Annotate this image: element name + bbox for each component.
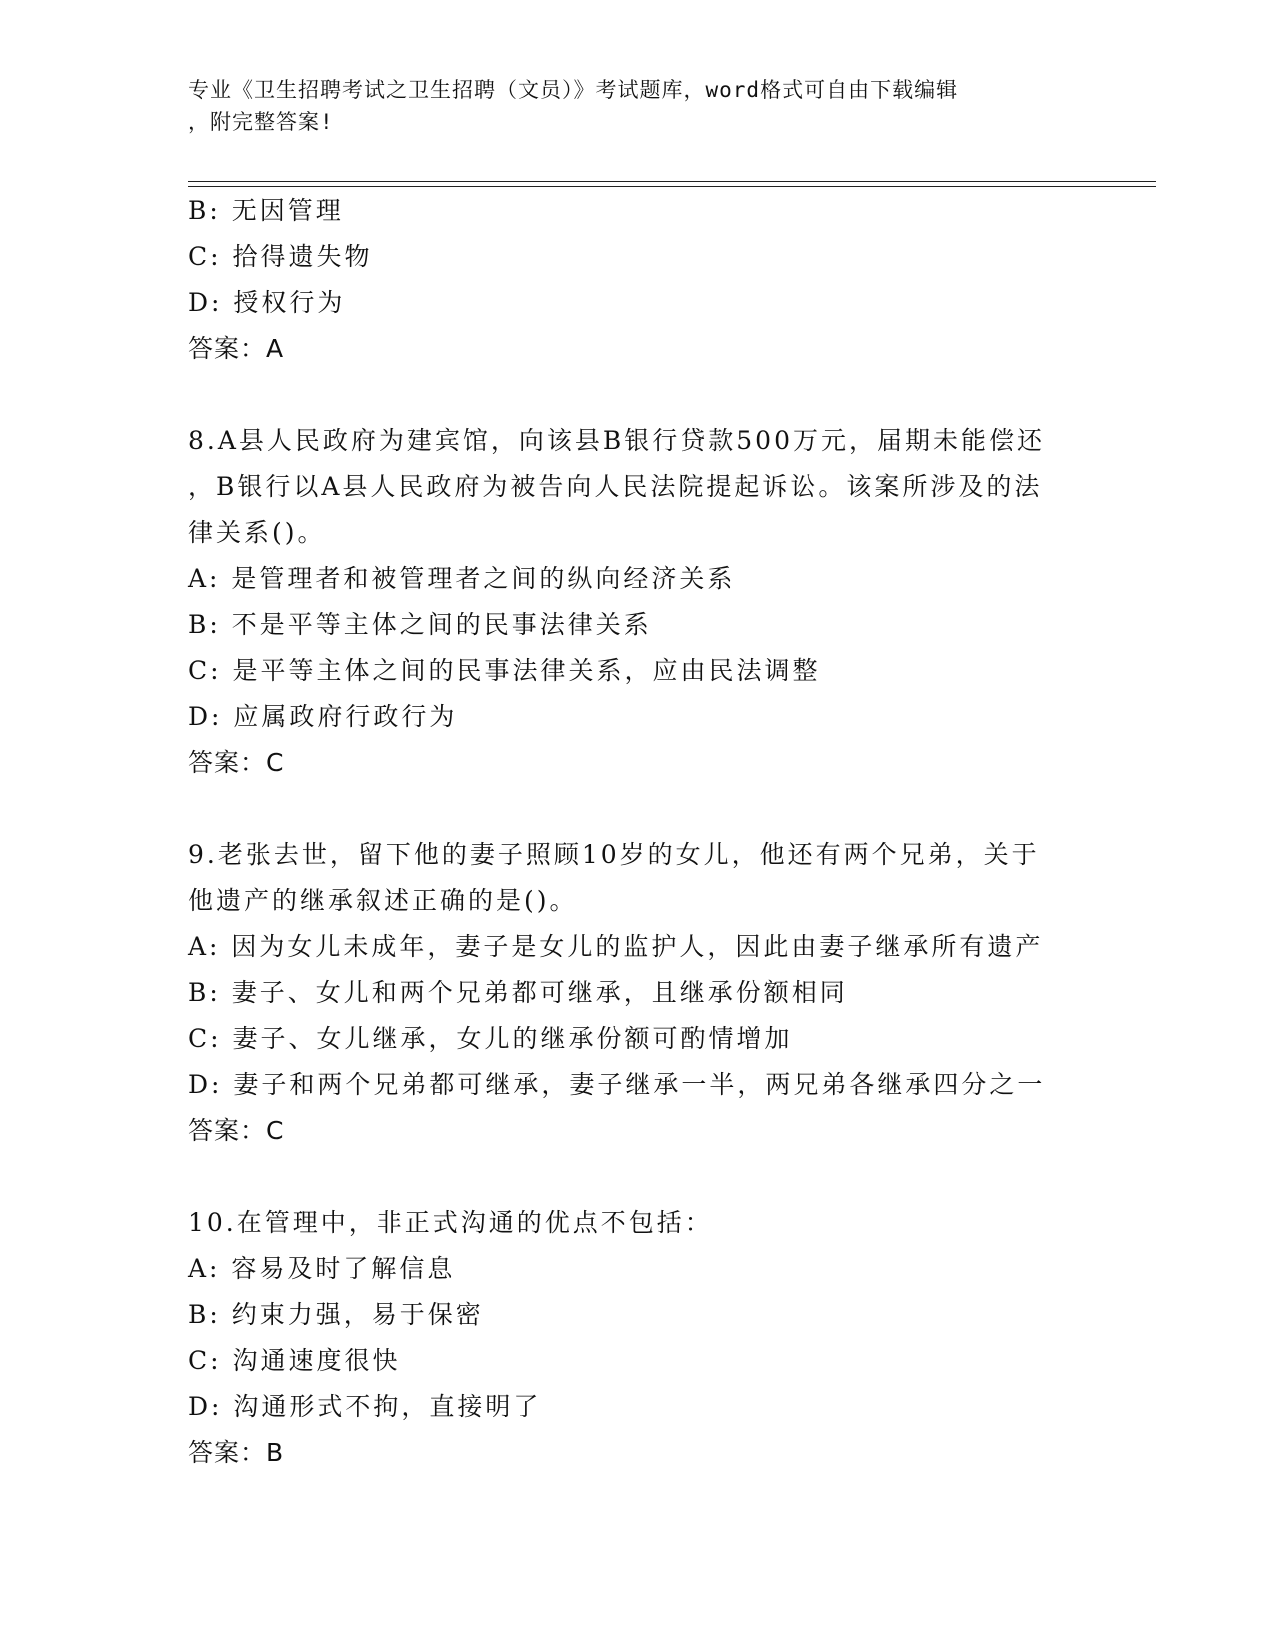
option-d: D: 沟通形式不拘，直接明了 bbox=[188, 1392, 542, 1421]
option-c: C: 是平等主体之间的民事法律关系，应由民法调整 bbox=[188, 656, 821, 685]
spacer bbox=[188, 372, 1088, 418]
header-line-2: ，附完整答案! bbox=[188, 110, 334, 134]
spacer bbox=[188, 1154, 1088, 1200]
answer: 答案：C bbox=[188, 1116, 285, 1145]
question-text: 10.在管理中，非正式沟通的优点不包括： bbox=[188, 1208, 713, 1237]
option-b: B: 不是平等主体之间的民事法律关系 bbox=[188, 610, 652, 639]
option-c: C: 沟通速度很快 bbox=[188, 1346, 401, 1375]
option-a: A: 容易及时了解信息 bbox=[188, 1254, 456, 1283]
header-rule bbox=[188, 181, 1156, 182]
answer: 答案：C bbox=[188, 748, 285, 777]
option-d: D: 应属政府行政行为 bbox=[188, 702, 458, 731]
option-c: C: 拾得遗失物 bbox=[188, 242, 373, 271]
option-c: C: 妻子、女儿继承，女儿的继承份额可酌情增加 bbox=[188, 1024, 793, 1053]
document-header bbox=[188, 74, 1068, 138]
question-10 bbox=[188, 1200, 1088, 1476]
answer: 答案：B bbox=[188, 1438, 285, 1467]
question-text: 他遗产的继承叙述正确的是()。 bbox=[188, 886, 578, 915]
header-rule bbox=[188, 186, 1156, 187]
question-text: 9.老张去世，留下他的妻子照顾10岁的女儿，他还有两个兄弟，关于 bbox=[188, 840, 1040, 869]
option-a: A: 因为女儿未成年，妻子是女儿的监护人，因此由妻子继承所有遗产 bbox=[188, 932, 1044, 961]
question-text: ，B银行以A县人民政府为被告向人民法院提起诉讼。该案所涉及的法 bbox=[188, 472, 1043, 501]
question-text: 律关系()。 bbox=[188, 518, 326, 547]
spacer bbox=[188, 786, 1088, 832]
header-line-1: 专业《卫生招聘考试之卫生招聘（文员）》考试题库，word格式可自由下载编辑 bbox=[188, 78, 959, 102]
option-b: B: 无因管理 bbox=[188, 196, 344, 225]
question-text: 8.A县人民政府为建宾馆，向该县B银行贷款500万元，届期未能偿还 bbox=[188, 426, 1045, 455]
question-9 bbox=[188, 832, 1088, 1154]
option-b: B: 妻子、女儿和两个兄弟都可继承，且继承份额相同 bbox=[188, 978, 848, 1007]
option-d: D: 妻子和两个兄弟都可继承，妻子继承一半，两兄弟各继承四分之一 bbox=[188, 1070, 1046, 1099]
question-list bbox=[188, 188, 1088, 1476]
option-a: A: 是管理者和被管理者之间的纵向经济关系 bbox=[188, 564, 736, 593]
option-d: D: 授权行为 bbox=[188, 288, 346, 317]
question-7-tail bbox=[188, 188, 1088, 372]
question-8 bbox=[188, 418, 1088, 786]
option-b: B: 约束力强，易于保密 bbox=[188, 1300, 484, 1329]
answer: 答案：A bbox=[188, 334, 285, 363]
